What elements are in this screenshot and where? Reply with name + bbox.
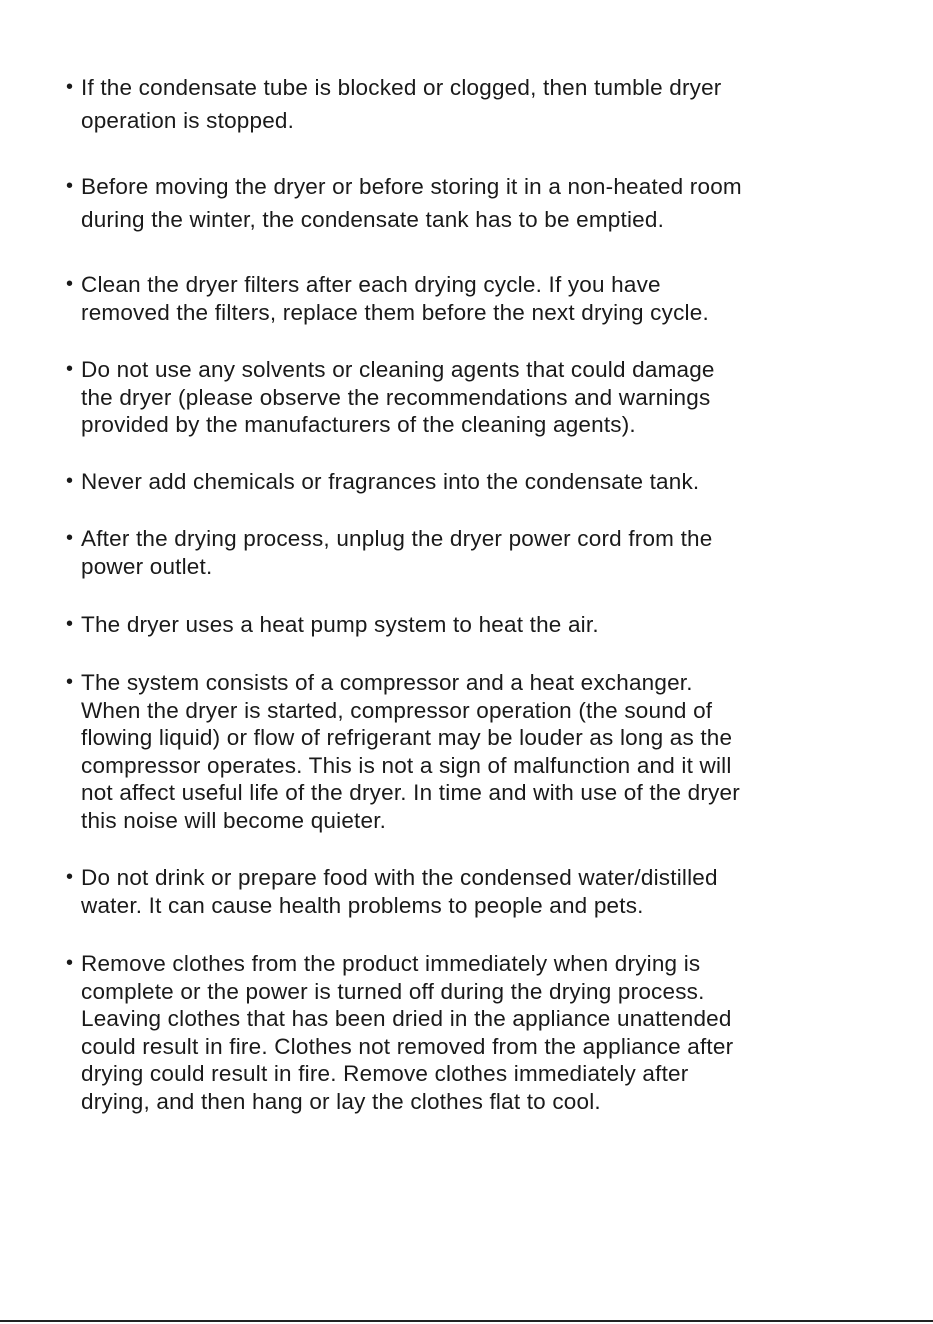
list-item	[66, 74, 866, 134]
text-line: Before moving the dryer or before storing it in a non-heated room	[81, 174, 742, 199]
text-line: the dryer (please observe the recommendations and warnings	[81, 384, 711, 410]
list-item	[66, 356, 866, 439]
text-line: drying could result in fire. Remove clothes immediately after	[81, 1061, 689, 1086]
text-line: complete or the power is turned off during the drying process.	[81, 978, 705, 1004]
list-item	[66, 173, 866, 233]
text-line: removed the filters, replace them before the next drying cycle.	[81, 299, 709, 325]
list-item	[66, 611, 866, 639]
list-item	[66, 271, 866, 326]
bullet-marker: •	[66, 866, 74, 888]
text-line: compressor operates. This is not a sign of malfunction and it will	[81, 752, 732, 778]
bullet-marker: •	[66, 273, 74, 295]
text-line: Do not drink or prepare food with the condensed water/distilled	[81, 865, 718, 890]
list-item	[66, 525, 866, 580]
text-line: flowing liquid) or flow of refrigerant may be louder as long as the	[81, 725, 733, 750]
text-line: power outlet.	[81, 553, 213, 579]
page-bottom-rule	[0, 1320, 933, 1322]
bullet-marker: •	[66, 613, 74, 635]
list-item	[66, 950, 866, 1115]
text-line: could result in fire. Clothes not removed from the appliance after	[81, 1033, 734, 1059]
text-line: Remove clothes from the product immediately when drying is	[81, 951, 701, 976]
bullet-marker: •	[66, 358, 74, 380]
text-line: not affect useful life of the dryer. In time and with use of the dryer	[81, 780, 740, 805]
text-line: Never add chemicals or fragrances into the condensate tank.	[81, 469, 700, 494]
bullet-marker: •	[66, 175, 74, 197]
text-line: When the dryer is started, compressor operation (the sound of	[81, 697, 713, 723]
bullet-marker: •	[66, 76, 74, 98]
text-line: drying, and then hang or lay the clothes flat to cool.	[81, 1088, 601, 1114]
text-line: Leaving clothes that has been dried in the appliance unattended	[81, 1006, 732, 1031]
bullet-marker: •	[66, 952, 74, 974]
text-line: After the drying process, unplug the dryer power cord from the	[81, 526, 713, 551]
text-line: Do not use any solvents or cleaning agents that could damage	[81, 357, 715, 382]
text-line: If the condensate tube is blocked or clogged, then tumble dryer	[81, 75, 722, 100]
text-line: operation is stopped.	[81, 107, 295, 133]
text-line: provided by the manufacturers of the cleaning agents).	[81, 412, 636, 437]
text-line: The dryer uses a heat pump system to heat the air.	[81, 612, 599, 637]
text-line: during the winter, the condensate tank has to be emptied.	[81, 206, 665, 232]
list-item	[66, 669, 866, 834]
text-line: The system consists of a compressor and a heat exchanger.	[81, 670, 693, 695]
bullet-marker: •	[66, 527, 74, 549]
text-line: water. It can cause health problems to people and pets.	[81, 892, 644, 918]
bullet-marker: •	[66, 671, 74, 693]
bullet-marker: •	[66, 470, 74, 492]
text-line: this noise will become quieter.	[81, 807, 387, 833]
text-line: Clean the dryer filters after each drying cycle. If you have	[81, 272, 661, 297]
list-item	[66, 864, 866, 919]
list-item	[66, 468, 866, 496]
